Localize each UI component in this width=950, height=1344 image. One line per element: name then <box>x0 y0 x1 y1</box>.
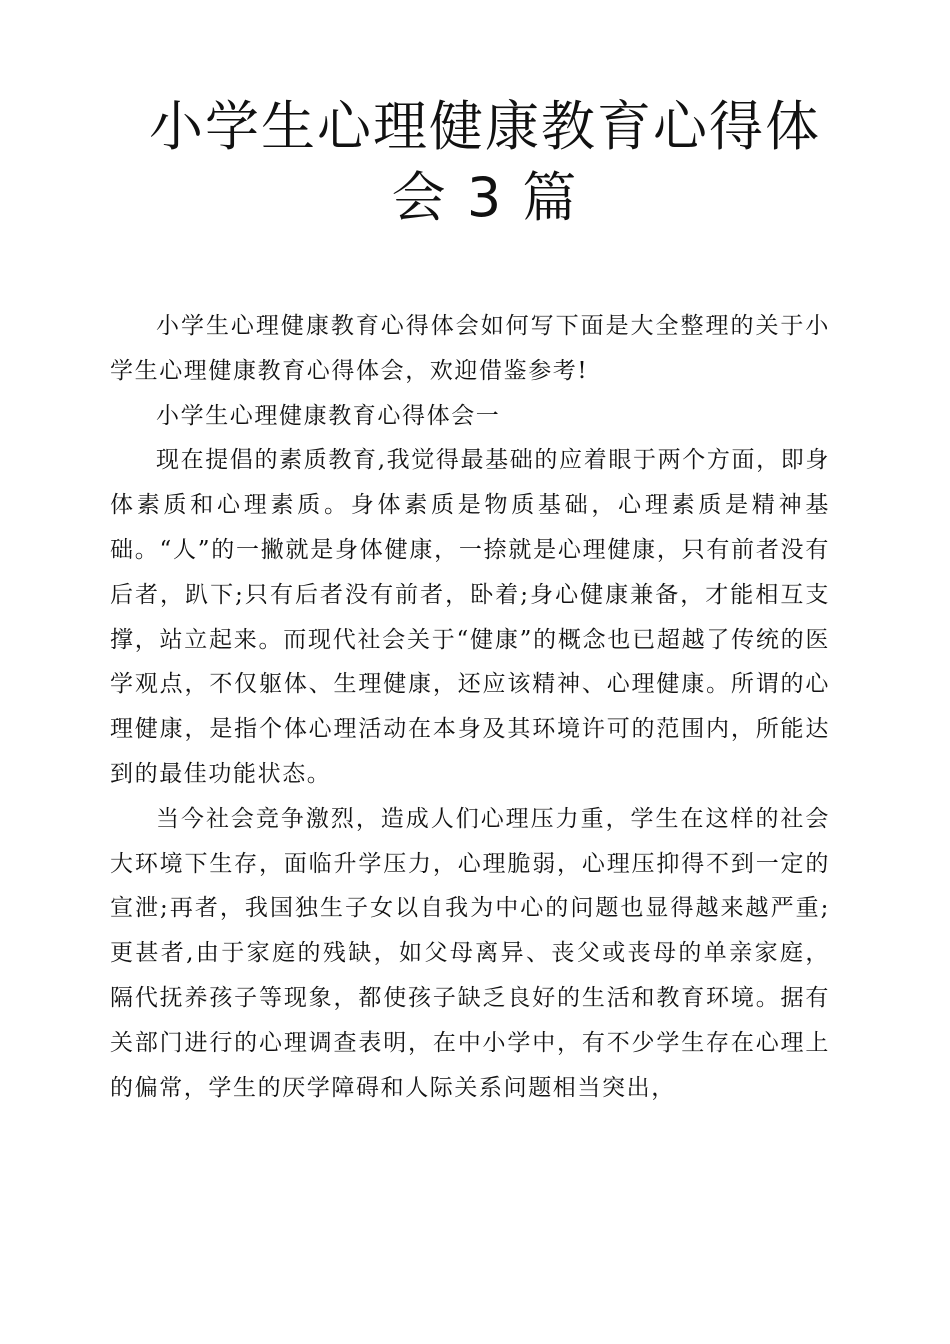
document-body <box>110 304 830 1110</box>
body-paragraph: 当今社会竞争激烈，造成人们心理压力重，学生在这样的社会大环境下生存，面临升学压力，心理脆弱，心理压抑得不到一定的宣泄;再者，我国独生子女以自我为中心的问题也显得越来越严重;更甚者,由于家庭的残缺，如父母离异、丧父或丧母的单亲家庭，隔代抚养孩子等现象，都使孩子缺乏良好的生活和教育环境。据有关部门进行的心理调查表明，在中小学中，有不少学生存在心理上的偏常，学生的厌学障碍和人际关系问题相当突出， <box>110 805 830 1101</box>
document-title-line-2: 会 3 篇 <box>391 166 579 229</box>
section-heading: 小学生心理健康教育心得体会一 <box>156 402 501 429</box>
body-paragraph: 现在提倡的素质教育,我觉得最基础的应着眼于两个方面，即身体素质和心理素质。身体素质是物质基础，心理素质是精神基础。“人”的一撇就是身体健康，一捺就是心理健康，只有前者没有后者，趴下;只有后者没有前者，卧着;身心健康兼备，才能相互支撑，站立起来。而现代社会关于“健康”的概念也已超越了传统的医学观点，不仅躯体、生理健康，还应该精神、心理健康。所谓的心理健康，是指个体心理活动在本身及其环境许可的范围内，所能达到的最佳功能状态。 <box>110 447 830 787</box>
intro-paragraph: 小学生心理健康教育心得体会如何写下面是大全整理的关于小学生心理健康教育心得体会，欢迎借鉴参考! <box>110 313 830 384</box>
document-title-line-1: 小学生心理健康教育心得体 <box>149 95 821 158</box>
